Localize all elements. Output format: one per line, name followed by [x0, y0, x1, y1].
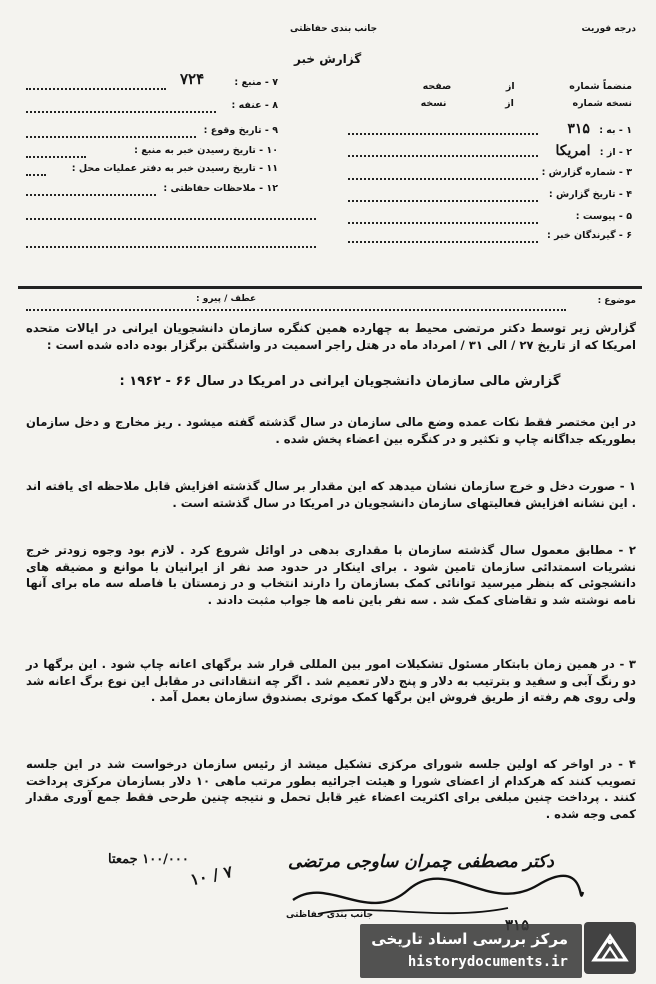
report-number-field: ۳ - شماره گزارش : — [541, 167, 632, 178]
report-title: گزارش خبر — [294, 52, 362, 66]
copy-field — [421, 97, 632, 111]
body-intro: گزارش زیر توسط دکتر مرتضی محیط به چهارده همین کنگره سازمان دانشجویان ایرانی در ایالات متحده امریکا که از تاریخ ۲۷ / الی ۳۱ / امرداد ماه در هتل راجر اسمیت در واشنگتن برگزار بوده داده شده است : — [26, 321, 636, 352]
source-label: ۷ - منبع : — [234, 77, 278, 88]
paragraph-1: ۱ - صورت دخل و خرج سازمان نشان میدهد که این مقدار بر سال گذشته افزایش قابل ملاحظه ای یافته اند . این نشانه افزایش فعالیتهای سازمان دانشجویان در امریکا در سال گذشته است . — [26, 479, 636, 510]
grade-field: ۸ - عنفه : — [231, 100, 278, 111]
org-label: جانب بندی حفاظتی — [290, 24, 378, 34]
protection-notes-field: ۱۲ - ملاحظات حفاظتی : — [163, 183, 278, 194]
copy-from: از — [505, 98, 514, 109]
watermark-title: مرکز بررسی اسناد تاریخی — [371, 930, 568, 948]
attachment-label: منضماً شماره — [569, 81, 632, 92]
attachment-page: صفحه — [422, 81, 452, 92]
recipients-field: ۶ - گیرندگان خبر : — [547, 230, 632, 241]
reference-label: عطف / پیرو : — [196, 294, 257, 304]
source-value: ۷۲۴ — [180, 70, 205, 88]
urgency-label: درجه فوریت — [581, 24, 636, 34]
from-field — [555, 144, 632, 160]
report-date-field: ۴ - تاریخ گزارش : — [548, 189, 632, 200]
received-office-field: ۱۱ - تاریخ رسیدن خبر به دفتر عملیات محل : — [71, 163, 278, 174]
occurrence-date-field: ۹ - تاریخ وقوع : — [203, 125, 278, 136]
from-value: امریکا — [555, 143, 591, 159]
signature-scribble — [288, 870, 588, 930]
margin-note: ۱۰ / ۷ — [188, 861, 235, 890]
total-amount: ۱۰۰/۰۰۰ جمعتا — [108, 852, 189, 867]
to-field — [567, 122, 632, 138]
paragraph-3: ۳ - در همین زمان بابتکار مسئول تشکیلات امور بین المللی قرار شد برگهای اعانه چاپ شود . این برگها در دو رنگ آبی و سفید و بترتیب به دلار و پنج دلار تعمیم شد . اگر چه انتقاداتی در مقابل این نوع برگ اعانه شد ولی روی هم رفته از طریق فروش این برگها کمک موثری بصندوق سازمان بعمل آمد . — [26, 657, 636, 704]
to-label: ۱ - به : — [599, 125, 632, 136]
attachment-field — [423, 80, 632, 94]
from-label: ۲ - از : — [599, 147, 632, 158]
paragraph-2: ۲ - مطابق معمول سال گذشته سازمان با مقداری بدهی در اوائل شروع کرد . لازم بود وجوه زودتر خرج نشریات اسمتدائی سازمان تامین شود . برای اینکار در حدود صد نفر از ایرانیان با موانع و مضیقه های دانشجوئی که بنظر میرسید توانائی کمک بسازمان را دارند انتخاب و در زمستان با فاصله سه ماه برای آنها نامه نوشته شد و تقاضای کمک شد . سه نفر باین نامه ها جواب مثبت دادند . — [26, 543, 636, 607]
signature-name: دکتر مصطفی چمران ساوجی مرتضی — [288, 852, 554, 872]
received-source-field: ۱۰ - تاریخ رسیدن خبر به منبع : — [134, 145, 278, 156]
copy-end: نسخه — [420, 98, 447, 109]
archive-logo-icon — [584, 922, 636, 974]
signature-office: جانب بندی حفاظتی — [286, 910, 374, 920]
paragraph-4: ۴ - در اواخر که اولین جلسه شورای مرکزی تشکیل میشد از رئیس سازمان درخواست شد در این جلسه تصویب کنند که هرکدام از اعضای شورا و هیئت اجرائیه بطور مرتب ماهی ۱۰ دلار بسازمان مرکزی پرداخت کنند . پرداخت چنین مبلغی برای اکثریت اعضاء غیر قابل تحمل و نتیجه چنین طرحی فقط جمع آوری مقدار کمی وجه شده . — [26, 757, 636, 821]
divider — [18, 286, 642, 289]
attachment-from: از — [505, 81, 515, 92]
subject-label: موضوع : — [597, 296, 636, 306]
body-title: گزارش مالی سازمان دانشجویان ایرانی در امریکا در سال ۶۶ - ۱۹۶۲ : — [119, 374, 561, 389]
copy-label: نسخه شماره — [572, 98, 632, 109]
attachment-item-field: ۵ - پیوست : — [575, 211, 632, 222]
source-field — [234, 76, 278, 90]
watermark-url: historydocuments.ir — [407, 954, 568, 970]
paragraph-overview: در این مختصر فقط نکات عمده وضع مالی سازمان در سال گذشته گفته میشود . ریز مخارج و دخل سازمان بطوریکه جداگانه چاپ و تکثیر و در کنگره بین اعضاء پخش شده . — [26, 415, 636, 446]
to-value: ۳۱۵ — [567, 121, 590, 137]
